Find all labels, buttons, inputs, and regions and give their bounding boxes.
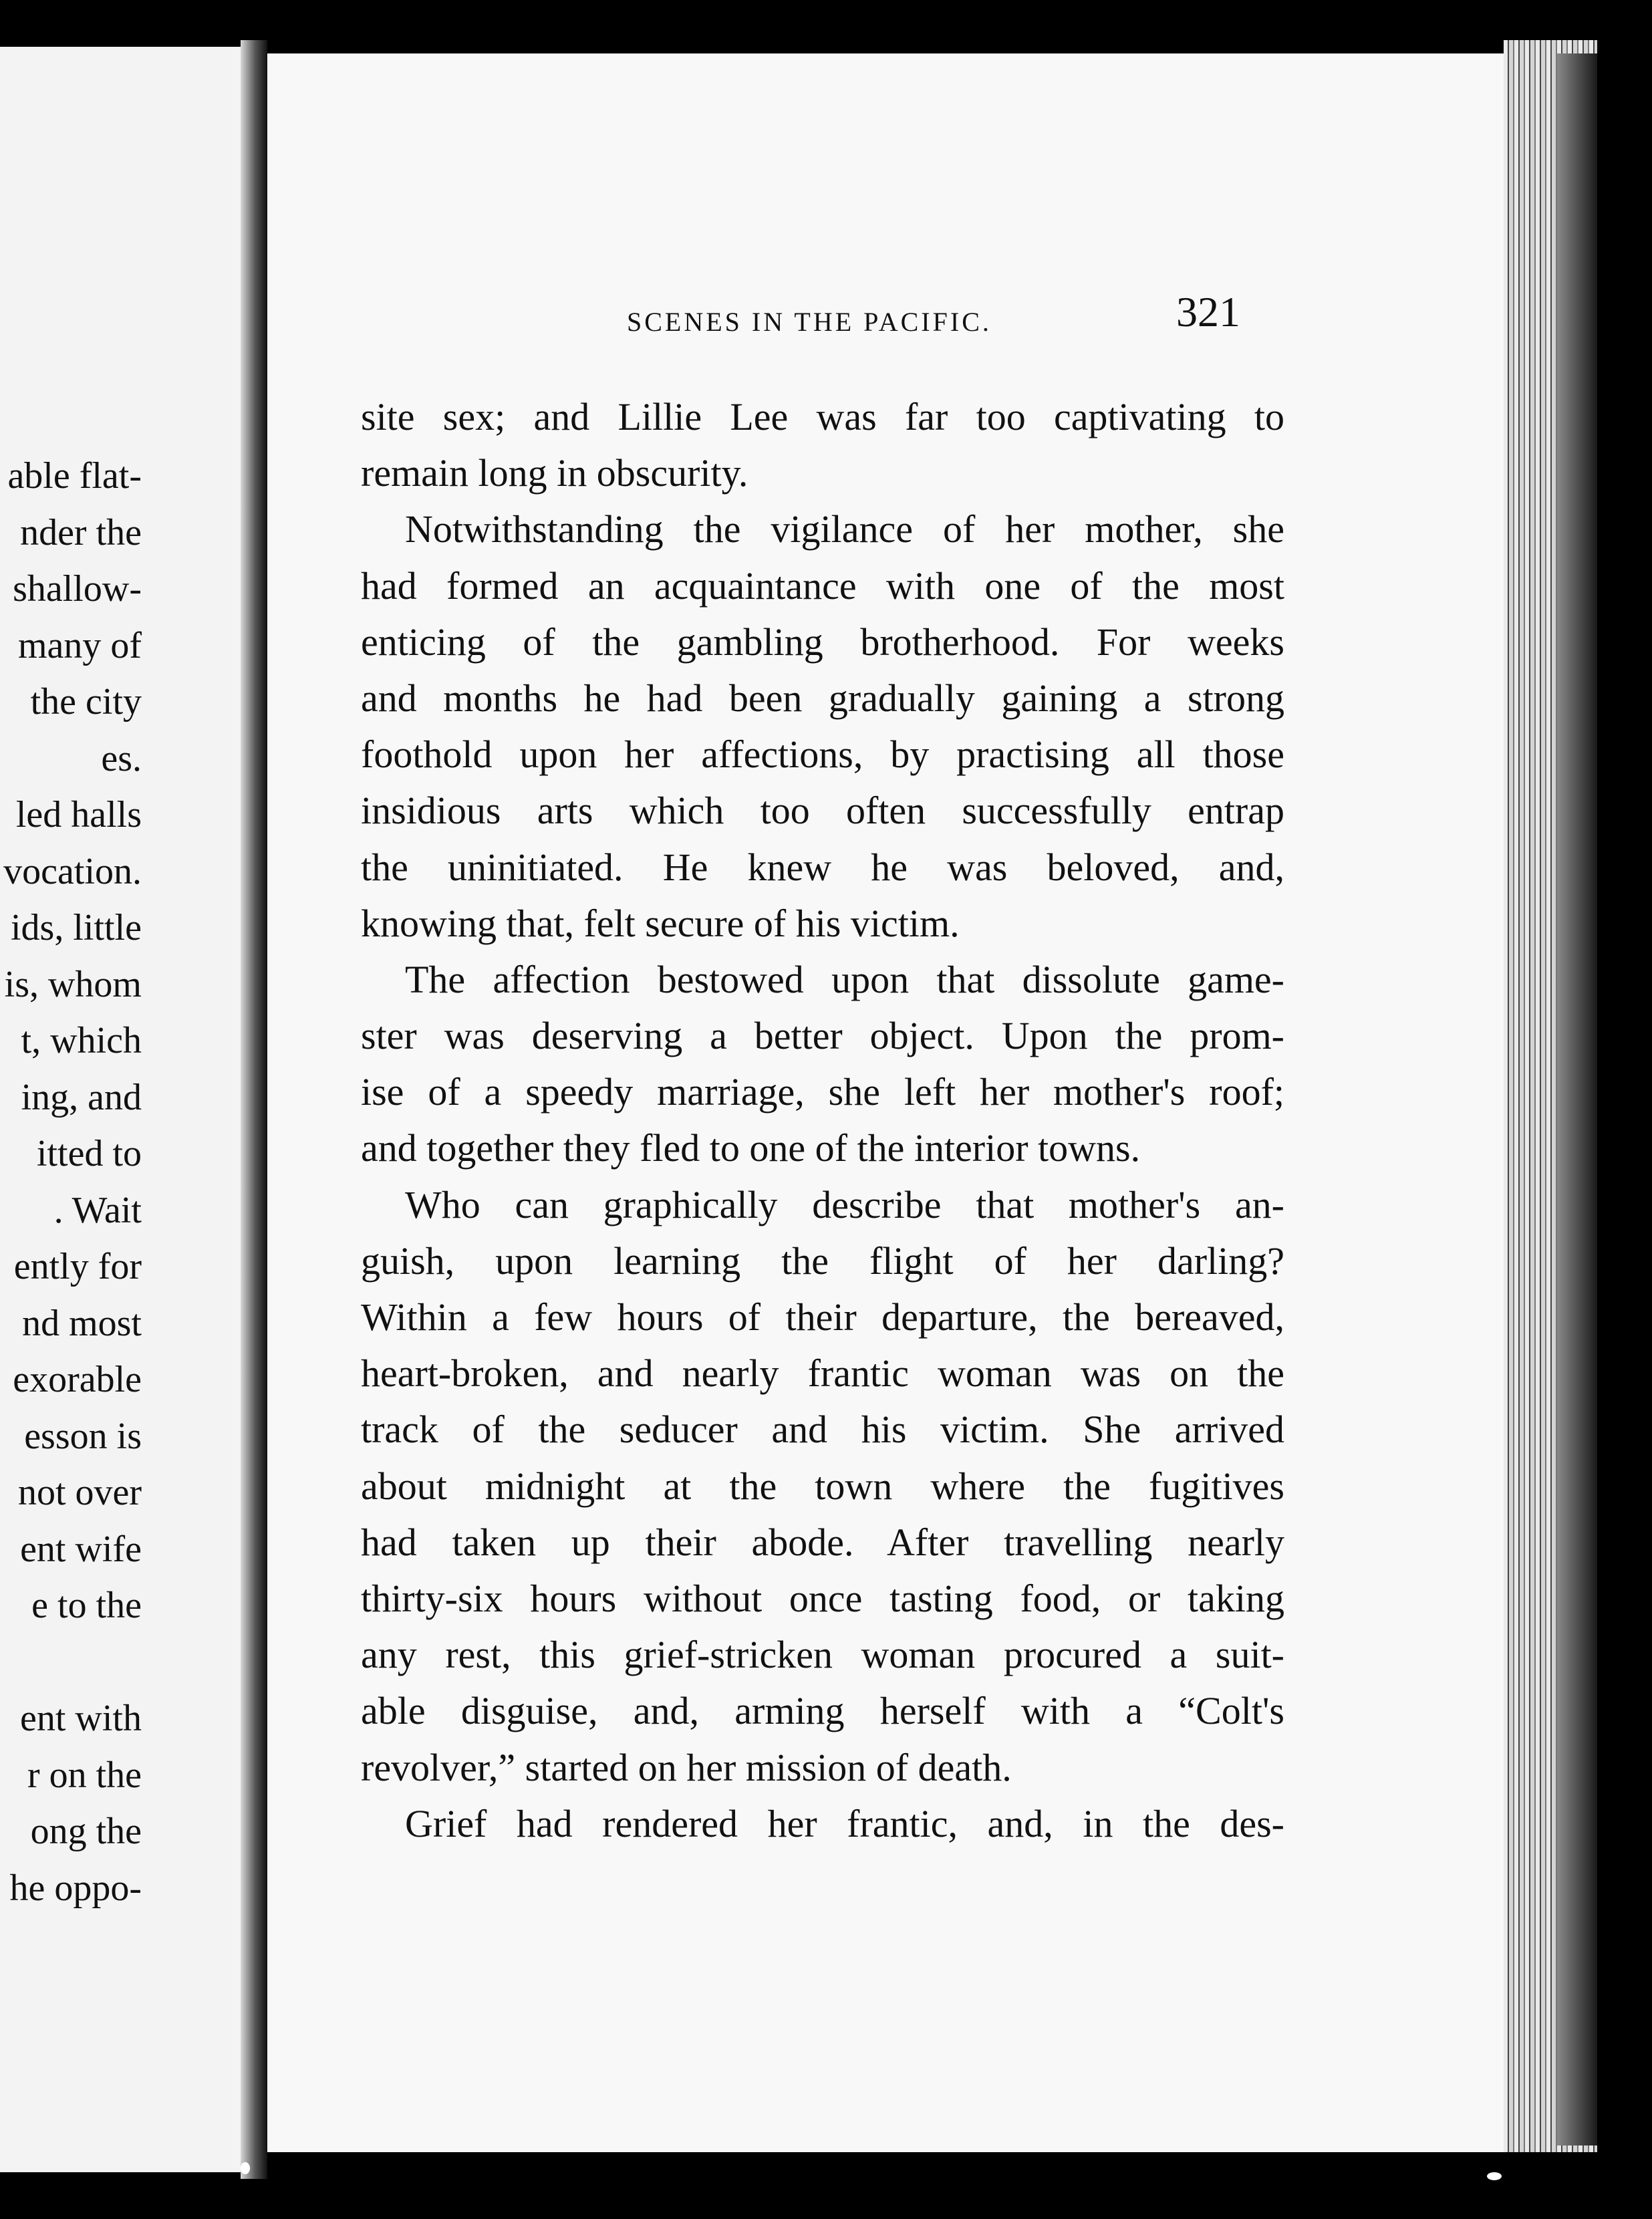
left-page-line: ids, little (11, 907, 142, 948)
book-gutter-shadow (241, 40, 267, 2179)
page-edges-shadow (1557, 53, 1597, 2145)
left-page-line: the city (30, 681, 142, 723)
paragraph (361, 501, 1284, 952)
left-facing-page (0, 47, 247, 2172)
text-line: Notwithstanding the vigilance of her mother, she (405, 507, 1284, 551)
left-page-line: ently for (13, 1246, 142, 1287)
text-line: guish, upon learning the flight of her darling? (361, 1238, 1284, 1283)
text-line: and together they fled to one of the interior towns. (361, 1126, 1141, 1170)
left-page-line: exorable (13, 1359, 142, 1400)
text-line: insidious arts which too often successfully entrap (361, 789, 1284, 833)
left-page-line: shallow- (13, 568, 142, 610)
text-line: the uninitiated. He knew he was beloved, and, (361, 845, 1284, 889)
text-line: ster was deserving a better object. Upon the prom- (361, 1014, 1284, 1058)
running-head: SCENES IN THE PACIFIC. (627, 307, 992, 337)
scan-speck (1487, 2172, 1502, 2180)
paragraph (361, 1177, 1284, 1796)
left-page-line: e to the (31, 1585, 142, 1626)
text-line: had taken up their abode. After travelling nearly (361, 1520, 1284, 1564)
left-page-line: . Wait (53, 1189, 142, 1231)
left-page-line: ing, and (21, 1076, 142, 1118)
left-page-line: he oppo- (9, 1867, 142, 1909)
left-page-line: ent wife (20, 1528, 142, 1570)
left-page-line (0, 1634, 142, 1691)
left-page-text-fragments (0, 448, 142, 1916)
left-page-line: vocation. (3, 850, 142, 892)
left-page-line: es. (101, 737, 142, 779)
text-line: foothold upon her affections, by practising all those (361, 733, 1284, 777)
text-line: heart-broken, and nearly frantic woman was on the (361, 1351, 1284, 1396)
text-line: remain long in obscurity. (361, 451, 748, 495)
left-page-line: is, whom (4, 963, 142, 1005)
text-line: about midnight at the town where the fugitives (361, 1464, 1284, 1508)
text-line: knowing that, felt secure of his victim. (361, 901, 960, 945)
text-line: Who can graphically describe that mother's an- (405, 1182, 1284, 1226)
text-line: track of the seducer and his victim. She arrived (361, 1408, 1284, 1452)
paragraph (361, 1796, 1284, 1852)
left-page-line: nder the (20, 511, 142, 553)
text-line: enticing of the gambling brotherhood. For weeks (361, 620, 1284, 664)
text-line: ise of a speedy marriage, she left her mother's roof; (361, 1070, 1284, 1114)
left-page-line: nd most (22, 1302, 142, 1344)
paragraph (361, 389, 1284, 501)
text-line: any rest, this grief-stricken woman procured a suit- (361, 1633, 1284, 1677)
left-page-line: t, which (21, 1020, 142, 1061)
text-line: site sex; and Lillie Lee was far too captivating to (361, 395, 1284, 438)
text-line: able disguise, and, arming herself with a “Colt's (361, 1689, 1284, 1733)
text-line: Within a few hours of their departure, the bereaved, (361, 1295, 1284, 1339)
left-page-line: ong the (30, 1811, 142, 1852)
paragraph (361, 952, 1284, 1177)
page-body-text (361, 389, 1284, 1852)
left-page-line: itted to (36, 1133, 142, 1174)
left-page-line: many of (17, 624, 142, 666)
text-line: had formed an acquaintance with one of the most (361, 563, 1284, 608)
text-line: Grief had rendered her frantic, and, in the des- (405, 1801, 1284, 1845)
text-line: and months he had been gradually gaining a strong (361, 676, 1284, 720)
text-line: thirty-six hours without once tasting food, or taking (361, 1576, 1284, 1620)
left-page-line: ent with (20, 1698, 142, 1739)
text-line: revolver,” started on her mission of death. (361, 1745, 1012, 1789)
left-page-line: r on the (27, 1754, 142, 1796)
text-line: The affection bestowed upon that dissolute game- (405, 957, 1284, 1001)
left-page-line: able flat- (7, 455, 142, 497)
left-page-line: led halls (15, 794, 142, 835)
left-page-line: esson is (24, 1415, 142, 1457)
scan-speck (241, 2162, 250, 2174)
page-number: 321 (1176, 288, 1240, 336)
left-page-line: not over (17, 1472, 142, 1513)
